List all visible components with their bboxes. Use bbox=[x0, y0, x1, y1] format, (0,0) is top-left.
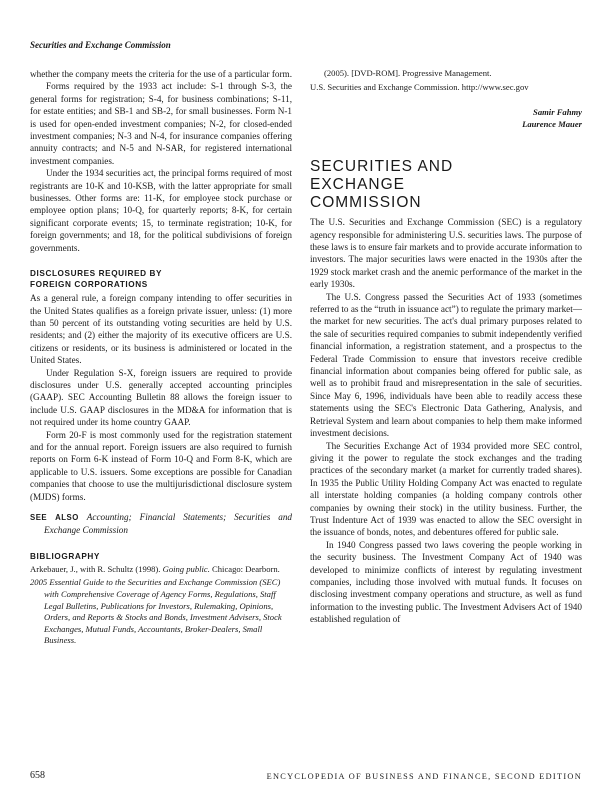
paragraph: Under Regulation S-X, foreign issuers are required to provide disclosures under U.S. generally accepted accounting principles (GAAP). SEC Accounting Bulletin 88 allows the foreign issuer to include U.S. GAAP disclosures in the MD&A for information that is not required under its home country GAAP. bbox=[30, 367, 292, 428]
bib-publisher: Chicago: Dearborn. bbox=[212, 563, 280, 574]
article-authors bbox=[310, 107, 582, 130]
article-title-line: COMMISSION bbox=[310, 194, 422, 212]
page-number: 658 bbox=[30, 770, 45, 781]
see-also-label: SEE ALSO bbox=[30, 513, 79, 522]
bib-title: Going public. bbox=[162, 563, 210, 574]
bib-title: 2005 Essential Guide to the Securities and Exchange Commission (SEC) with Comprehensive Coverage of Agency Forms, Regulations, Staff Legal Bulletins, Publications for Investors, Rulemaking, Opinions, Orders, and Reports & Stocks and Bonds, Investment Advisers, Stock Exchanges, Mutual Funds, Accountants, Broker-Dealers, Small Business. bbox=[30, 577, 282, 646]
bib-authors: Arkebauer, J., with R. Schultz (1998). bbox=[30, 563, 161, 574]
author-name: Samir Fahmy bbox=[533, 107, 582, 118]
paragraph: Under the 1934 securities act, the principal forms required of most registrants are 10-K and 10-KSB, with the latter appropriate for small businesses. Other forms are: 11-K, for employee stock purchase or employee option plans; 10-Q, for quarterly reports; 8-K, for certain significant corporate events; 15, to terminate registration; 10-K, for foreign governments; and 18, for the political subdivisions of foreign governments. bbox=[30, 168, 292, 253]
running-head: Securities and Exchange Commission bbox=[30, 40, 171, 50]
bibliography-entry bbox=[30, 564, 292, 576]
paragraph: The Securities Exchange Act of 1934 provided more SEC control, giving it the power to regulate the stock exchanges and the trading practices of the secondary market (a market for currently traded shares). In 1935 the Public Utility Holding Company Act was enacted to regulate all interstate holding companies (a holding company controls other companies by owning their stock) in the utility business. Further, the Trust Indenture Act of 1939 was enacted to allow the SEC oversight in the issuance of bonds, notes, and debentures offered for public sale. bbox=[310, 440, 582, 538]
paragraph: As a general rule, a foreign company intending to offer securities in the United States qualifies as a foreign private issuer, unless: (1) more than 50 percent of its outstanding voting securities are held by U.S. residents; and (2) either the majority of its executive officers are U.S. citizens or residents, or its business is administered or located in the United States. bbox=[30, 293, 292, 366]
paragraph: The U.S. Congress passed the Securities Act of 1933 (sometimes referred to as the “truth in issuance act”) to regulate the primary market—the market for new securities. The act's dual primary purposes related to the sale of securities required companies to submit independently verified financial information, a registration statement, and a prospectus to the Federal Trade Commission to ensure that investors receive credible financial information about companies being offered for public sale, as well as to prohibit fraud and misrepresentation in the sale of securities. Since May 6, 1996, individuals have been able to readily access these statements using the SEC's Electronic Data Gathering, Analysis, and Retrieval System and learn about companies to help them make informed investment decisions. bbox=[310, 291, 582, 439]
bibliography-entry bbox=[30, 577, 292, 647]
section-heading bbox=[30, 268, 292, 290]
article-title-line: SECURITIES AND bbox=[310, 158, 454, 176]
right-column bbox=[310, 68, 582, 626]
author-name: Laurence Mauer bbox=[522, 118, 582, 129]
see-also-refs: Accounting; Financial Statements; Securities and Exchange Commission bbox=[44, 512, 293, 536]
paragraph: Forms required by the 1933 act include: S-1 through S-3, the general forms for registration; S-4, for business combinations; S-11, for estate entities; and SB-1 and SB-2, for small businesses. Form N-1 is used for open-ended investment companies; N-2, for closed-ended investment companies; N-3 and N-4, for insurance companies offering annuity contracts; and N-5 and N-SAR, for registered international investment companies. bbox=[30, 81, 292, 166]
paragraph: The U.S. Securities and Exchange Commission (SEC) is a regulatory agency responsible for administering U.S. securities laws. The purpose of these laws is to ensure fair markets and to provide accurate information to investors. The major securities laws were enacted in the 1930s after the 1929 stock market crash and the anemic performance of the market in the early 1930s. bbox=[310, 217, 582, 290]
paragraph: whether the company meets the criteria for the use of a particular form. bbox=[30, 69, 292, 79]
left-column bbox=[30, 68, 292, 649]
section-heading-line: FOREIGN CORPORATIONS bbox=[30, 280, 148, 290]
bibliography-entry-continued: (2005). [DVD-ROM]. Progressive Management. bbox=[324, 68, 492, 78]
see-also bbox=[30, 511, 292, 537]
section-heading-line: DISCLOSURES REQUIRED BY bbox=[30, 269, 163, 279]
bibliography-entry: U.S. Securities and Exchange Commission. http://www.sec.gov bbox=[310, 81, 529, 92]
paragraph: In 1940 Congress passed two laws covering the people working in the security business. The Investment Company Act of 1940 was developed to minimize conflicts of interest by regulating investment companies, including those involved with mutual funds. It focuses on disclosing investment company operations and structure, as well as fund information to the investing public. The Investment Advisers Act of 1940 established regulation of bbox=[310, 539, 582, 625]
article-title bbox=[310, 158, 582, 212]
book-title: ENCYCLOPEDIA OF BUSINESS AND FINANCE, SECOND EDITION bbox=[266, 772, 582, 781]
paragraph: Form 20-F is most commonly used for the registration statement and for the annual report. Foreign issuers are also required to furnish reports on Form 6-K instead of Form 10-Q and Form 8-K, which are applicable to U.S. issuers. Some exceptions are possible for Canadian companies that choose to use the multijurisdictional disclosure system (MJDS) forms. bbox=[30, 429, 292, 502]
bibliography-heading: BIBLIOGRAPHY bbox=[30, 551, 100, 561]
article-title-line: EXCHANGE bbox=[310, 176, 405, 194]
